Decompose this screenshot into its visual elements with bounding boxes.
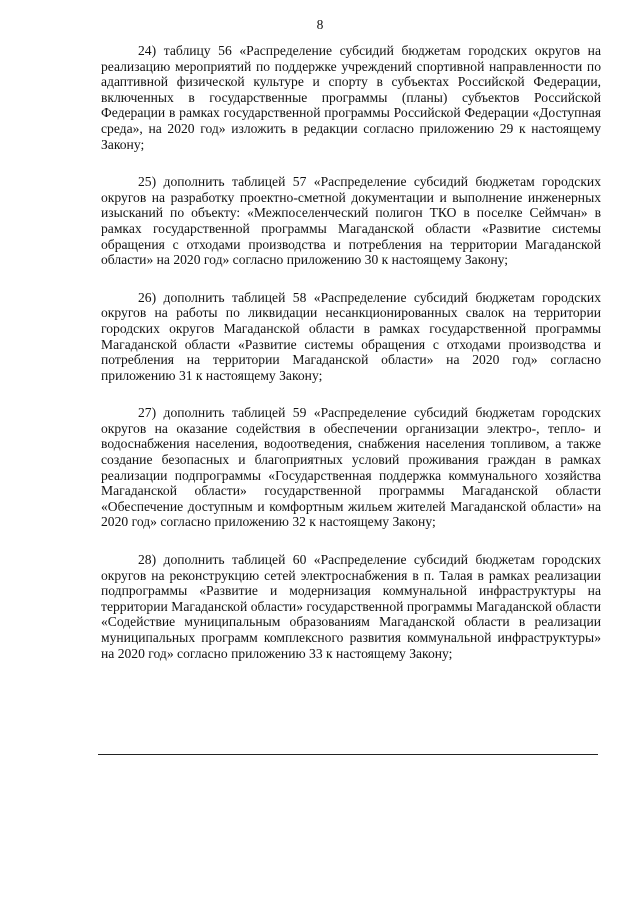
page-number: 8 bbox=[316, 17, 324, 32]
paragraph-item-28: 28) дополнить таблицей 60 «Распределение субсидий бюджетам городских округов на реконструкцию сетей электроснабжения в п. Талая в рамках реализации подпрограммы «Развитие и модернизация коммунальной инфраструктуры на территории Магаданской области» государственной программы Магаданской области «Содействие муниципальным образованиям Магаданской области в реализации муниципальных программ комплексного развития коммунальной инфраструктуры» на 2020 год» согласно приложению 33 к настоящему Закону; bbox=[101, 552, 601, 661]
footer-divider-line bbox=[98, 754, 598, 755]
document-body bbox=[101, 43, 601, 661]
paragraph-item-26: 26) дополнить таблицей 58 «Распределение субсидий бюджетам городских округов на работы по ликвидации несанкционированных свалок на территории городских округов Магаданской области в рамках государственной программы Магаданской области «Развитие системы обращения с отходами производства и потребления на территории Магаданской области» на 2020 год» согласно приложению 31 к настоящему Закону; bbox=[101, 289, 601, 383]
paragraph-item-27: 27) дополнить таблицей 59 «Распределение субсидий бюджетам городских округов на оказание содействия в обеспечении организации электро-, тепло- и водоснабжения населения, водоотведения, снабжения населения топливом, а также создание безопасных и благоприятных условий проживания граждан в рамках реализации подпрограммы «Государственная поддержка коммунального хозяйства Магаданской области» государственной программы Магаданской области «Обеспечение доступным и комфортным жильем жителей Магаданской области» на 2020 год» согласно приложению 32 к настоящему Закону; bbox=[101, 405, 601, 530]
paragraph-item-25: 25) дополнить таблицей 57 «Распределение субсидий бюджетам городских округов на разработку проектно-сметной документации и выполнение инженерных изысканий по объекту: «Межпоселенческий полигон ТКО в поселке Сеймчан» в рамках государственной программы Магаданской области «Развитие системы обращения с отходами производства и потребления на территории Магаданской области» на 2020 год» согласно приложению 30 к настоящему Закону; bbox=[101, 174, 601, 268]
paragraph-item-24: 24) таблицу 56 «Распределение субсидий бюджетам городских округов на реализацию мероприятий по поддержке учреждений спортивной направленности по адаптивной физической культуре и спорту в субъектах Российской Федерации, включенных в государственные программы (планы) субъектов Российской Федерации в рамках государственной программы Российской Федерации «Доступная среда», на 2020 год» изложить в редакции согласно приложению 29 к настоящему Закону; bbox=[101, 43, 601, 152]
